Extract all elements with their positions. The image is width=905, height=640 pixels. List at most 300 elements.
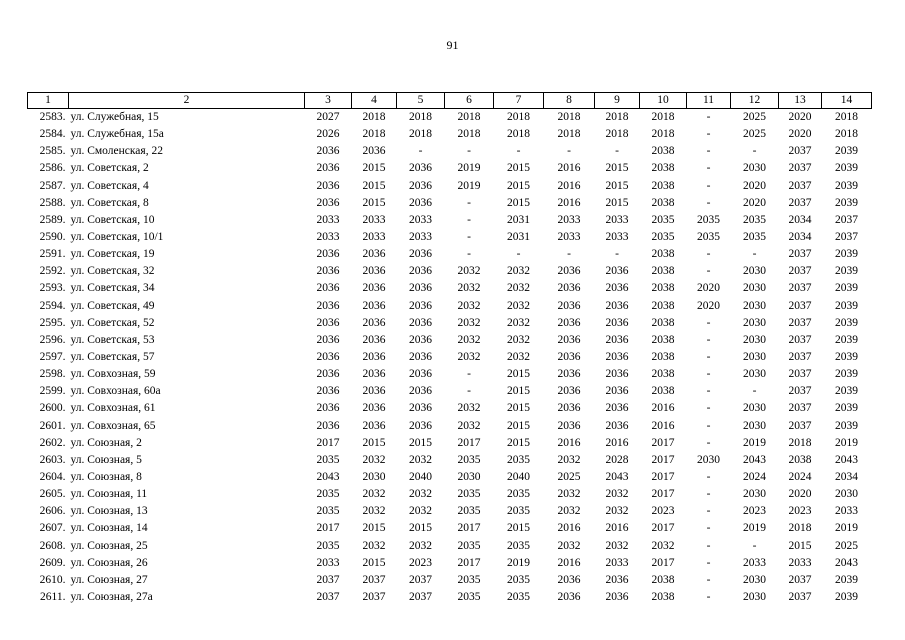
year-cell: 2043 [605, 471, 629, 484]
year-cell: - [706, 385, 711, 398]
year-cell: 2020 [788, 488, 812, 501]
year-cell: 2036 [362, 282, 386, 295]
year-cell: 2032 [507, 282, 530, 295]
year-cell: 2038 [651, 573, 675, 586]
year-cell: 2036 [362, 333, 386, 346]
year-cell: 2016 [651, 419, 675, 432]
year-cell: 2035 [651, 213, 675, 226]
year-cell: 2033 [605, 213, 629, 226]
year-cell: 2037 [788, 402, 812, 415]
year-cell: 2016 [557, 196, 581, 209]
address-cell: ул. Совхозная, 61 [70, 402, 156, 415]
address-cell: ул. Совхозная, 60а [70, 385, 161, 398]
year-cell: 2028 [605, 453, 629, 466]
year-cell: 2038 [651, 162, 675, 175]
address-cell: ул. Советская, 8 [70, 196, 149, 209]
year-cell: 2035 [507, 488, 530, 501]
row-number: 2603. [39, 453, 66, 466]
year-cell: 2036 [605, 265, 629, 278]
table-row [28, 555, 872, 572]
year-cell: - [706, 436, 711, 449]
year-cell: 2018 [409, 111, 432, 124]
address-cell: ул. Советская, 57 [70, 351, 155, 364]
address-cell: ул. Союзная, 26 [70, 556, 148, 569]
year-cell: 2032 [409, 539, 432, 552]
year-cell: 2036 [316, 282, 340, 295]
year-cell: 2036 [409, 282, 432, 295]
year-cell: 2037 [835, 231, 858, 244]
year-cell: 2040 [409, 471, 432, 484]
year-cell: 2018 [651, 128, 675, 141]
year-cell: 2032 [362, 505, 386, 518]
table-row [28, 160, 872, 177]
table-row [28, 349, 872, 366]
year-cell: 2040 [507, 471, 530, 484]
year-cell: 2030 [743, 573, 766, 586]
year-cell: 2037 [788, 333, 812, 346]
year-cell: 2032 [409, 505, 432, 518]
year-cell: - [467, 145, 471, 158]
address-cell: ул. Союзная, 2 [70, 436, 142, 449]
row-number: 2606. [39, 505, 66, 518]
year-cell: 2015 [507, 179, 530, 192]
year-cell: 2017 [457, 556, 481, 569]
year-cell: 2039 [835, 368, 858, 381]
year-cell: 2036 [557, 402, 581, 415]
year-cell: 2036 [316, 162, 340, 175]
year-cell: 2015 [605, 162, 629, 175]
year-cell: 2018 [788, 436, 812, 449]
year-cell: 2036 [362, 248, 386, 261]
year-cell: 2036 [316, 265, 340, 278]
year-cell: 2016 [605, 436, 629, 449]
year-cell: 2032 [362, 539, 386, 552]
address-cell: ул. Союзная, 27а [70, 591, 153, 603]
year-cell: 2030 [743, 333, 766, 346]
year-cell: 2032 [507, 316, 530, 329]
year-cell: 2038 [651, 145, 675, 158]
year-cell: 2032 [457, 351, 481, 364]
year-cell: 2030 [743, 162, 766, 175]
row-number: 2601. [39, 419, 66, 432]
address-cell: ул. Союзная, 14 [70, 522, 148, 535]
year-cell: 2037 [788, 179, 812, 192]
year-cell: 2036 [409, 316, 432, 329]
year-cell: 2020 [743, 196, 766, 209]
year-cell: 2030 [362, 471, 386, 484]
year-cell: 2032 [507, 351, 530, 364]
year-cell: 2034 [788, 213, 812, 226]
year-cell: - [467, 385, 471, 398]
year-cell: 2034 [788, 231, 812, 244]
year-cell: 2037 [316, 591, 340, 603]
table-row [28, 486, 872, 503]
year-cell: 2030 [743, 265, 766, 278]
address-cell: ул. Советская, 2 [70, 162, 149, 175]
year-cell: 2020 [743, 179, 766, 192]
year-cell: 2017 [651, 436, 675, 449]
row-number: 2608. [39, 539, 66, 552]
row-number: 2589. [39, 213, 66, 226]
year-cell: 2015 [605, 196, 629, 209]
year-cell: 2015 [362, 196, 386, 209]
col-header: 8 [544, 93, 595, 109]
row-number: 2588. [39, 196, 66, 209]
year-cell: 2015 [507, 196, 530, 209]
year-cell: 2037 [788, 145, 812, 158]
year-cell: 2035 [743, 213, 766, 226]
address-cell: ул. Союзная, 8 [70, 471, 142, 484]
year-cell: 2032 [457, 333, 481, 346]
year-cell: 2036 [605, 351, 629, 364]
year-cell: 2036 [605, 299, 629, 312]
year-cell: 2015 [507, 162, 530, 175]
year-cell: 2039 [835, 248, 858, 261]
year-cell: 2017 [651, 471, 675, 484]
year-cell: - [706, 402, 711, 415]
row-number: 2593. [39, 282, 66, 295]
year-cell: 2024 [743, 471, 766, 484]
year-cell: 2037 [788, 248, 812, 261]
year-cell: 2018 [557, 128, 581, 141]
table-row [28, 212, 872, 229]
year-cell: 2038 [788, 453, 812, 466]
year-cell: 2036 [362, 385, 386, 398]
year-cell: 2038 [651, 333, 675, 346]
year-cell: - [467, 196, 471, 209]
year-cell: 2033 [835, 505, 858, 518]
year-cell: 2033 [409, 231, 432, 244]
year-cell: 2038 [651, 179, 675, 192]
year-cell: 2036 [362, 351, 386, 364]
year-cell: 2032 [557, 453, 581, 466]
year-cell: 2036 [557, 351, 581, 364]
year-cell: 2039 [835, 402, 858, 415]
address-cell: ул. Совхозная, 65 [70, 419, 156, 432]
table-row [28, 126, 872, 143]
row-number: 2602. [39, 436, 66, 449]
year-cell: 2038 [651, 351, 675, 364]
year-cell: 2033 [605, 231, 629, 244]
row-number: 2595. [39, 316, 66, 329]
year-cell: 2027 [316, 111, 340, 124]
address-cell: ул. Служебная, 15а [70, 128, 164, 141]
year-cell: 2036 [557, 385, 581, 398]
table-row [28, 538, 872, 555]
year-cell: 2015 [507, 522, 530, 535]
year-cell: 2020 [697, 299, 720, 312]
year-cell: 2035 [316, 453, 340, 466]
year-cell: 2037 [316, 573, 340, 586]
row-number: 2596. [39, 333, 66, 346]
year-cell: 2015 [362, 162, 386, 175]
table-row [28, 280, 872, 297]
year-cell: - [467, 231, 471, 244]
year-cell: - [706, 162, 711, 175]
year-cell: 2032 [605, 539, 629, 552]
row-number: 2585. [39, 145, 66, 158]
col-header: 4 [352, 93, 397, 109]
address-cell: ул. Советская, 53 [70, 333, 155, 346]
year-cell: - [706, 591, 711, 603]
year-cell: 2020 [697, 282, 720, 295]
year-cell: 2039 [835, 145, 858, 158]
year-cell: 2037 [835, 213, 858, 226]
table-row [28, 572, 872, 589]
year-cell: 2035 [507, 573, 530, 586]
year-cell: 2023 [743, 505, 766, 518]
row-number: 2597. [39, 351, 66, 364]
row-number: 2587. [39, 179, 66, 192]
year-cell: 2039 [835, 591, 858, 603]
row-number: 2584. [39, 128, 66, 141]
address-cell: ул. Союзная, 25 [70, 539, 148, 552]
table-row [28, 400, 872, 417]
address-cell: ул. Смоленская, 22 [70, 145, 163, 158]
year-cell: 2036 [557, 316, 581, 329]
year-cell: 2039 [835, 316, 858, 329]
year-cell: - [752, 145, 757, 158]
row-number: 2583. [39, 111, 66, 124]
year-cell: 2036 [557, 368, 581, 381]
year-cell: 2018 [409, 128, 432, 141]
year-cell: 2018 [557, 111, 581, 124]
year-cell: 2015 [362, 556, 386, 569]
year-cell: 2036 [409, 385, 432, 398]
address-cell: ул. Служебная, 15 [70, 111, 159, 124]
row-number: 2604. [39, 471, 66, 484]
year-cell: 2035 [457, 505, 481, 518]
year-cell: 2032 [457, 299, 481, 312]
year-cell: 2017 [457, 436, 481, 449]
year-cell: 2039 [835, 333, 858, 346]
table-row [28, 469, 872, 486]
address-cell: ул. Советская, 52 [70, 316, 155, 329]
year-cell: - [467, 248, 471, 261]
year-cell: 2037 [409, 573, 432, 586]
year-cell: 2039 [835, 265, 858, 278]
year-cell: 2025 [835, 539, 858, 552]
year-cell: - [706, 145, 711, 158]
year-cell: 2038 [651, 385, 675, 398]
year-cell: 2019 [743, 522, 766, 535]
year-cell: 2035 [457, 488, 481, 501]
year-cell: 2036 [362, 402, 386, 415]
year-cell: 2018 [457, 111, 481, 124]
col-header: 6 [445, 93, 494, 109]
year-cell: 2037 [409, 591, 432, 603]
year-cell: 2036 [362, 316, 386, 329]
col-header: 9 [595, 93, 640, 109]
year-cell: 2017 [651, 556, 675, 569]
col-header: 12 [731, 93, 779, 109]
year-cell: 2036 [605, 385, 629, 398]
year-cell: 2035 [507, 539, 530, 552]
year-cell: 2016 [557, 436, 581, 449]
year-cell: - [567, 248, 571, 261]
year-cell: 2032 [457, 402, 481, 415]
year-cell: 2036 [316, 385, 340, 398]
year-cell: 2036 [605, 402, 629, 415]
year-cell: 2017 [651, 453, 675, 466]
year-cell: 2015 [409, 436, 432, 449]
year-cell: 2020 [788, 128, 812, 141]
year-cell: 2030 [457, 471, 481, 484]
year-cell: 2025 [743, 111, 766, 124]
address-cell: ул. Союзная, 5 [70, 453, 142, 466]
address-cell: ул. Советская, 10 [70, 213, 155, 226]
year-cell: 2033 [788, 556, 812, 569]
year-cell: 2036 [316, 368, 340, 381]
year-cell: 2036 [557, 591, 581, 603]
col-header: 3 [305, 93, 352, 109]
year-cell: 2034 [835, 471, 858, 484]
year-cell: 2032 [409, 488, 432, 501]
year-cell: 2036 [316, 419, 340, 432]
year-cell: 2032 [457, 282, 481, 295]
year-cell: 2032 [409, 453, 432, 466]
address-cell: ул. Советская, 49 [70, 299, 155, 312]
table-row [28, 109, 872, 127]
year-cell: - [706, 351, 711, 364]
year-cell: 2036 [409, 402, 432, 415]
year-cell: - [706, 539, 711, 552]
year-cell: 2016 [557, 556, 581, 569]
year-cell: - [467, 368, 471, 381]
year-cell: 2035 [507, 505, 530, 518]
year-cell: 2035 [457, 453, 481, 466]
year-cell: - [752, 385, 757, 398]
year-cell: - [706, 196, 711, 209]
col-header: 7 [494, 93, 544, 109]
table-row [28, 332, 872, 349]
year-cell: 2036 [557, 299, 581, 312]
year-cell: 2037 [788, 573, 812, 586]
year-cell: 2032 [507, 333, 530, 346]
year-cell: 2036 [409, 351, 432, 364]
year-cell: 2017 [651, 488, 675, 501]
year-cell: 2037 [788, 299, 812, 312]
year-cell: 2017 [651, 522, 675, 535]
year-cell: 2016 [557, 522, 581, 535]
year-cell: 2036 [316, 333, 340, 346]
table-row [28, 589, 872, 606]
year-cell: 2032 [457, 419, 481, 432]
year-cell: 2030 [743, 282, 766, 295]
year-cell: 2033 [362, 231, 386, 244]
year-cell: 2018 [651, 111, 675, 124]
row-number: 2590. [39, 231, 66, 244]
address-cell: ул. Совхозная, 59 [70, 368, 156, 381]
year-cell: 2037 [788, 162, 812, 175]
year-cell: 2020 [788, 111, 812, 124]
year-cell: 2036 [409, 179, 432, 192]
year-cell: 2023 [788, 505, 812, 518]
year-cell: 2017 [316, 522, 340, 535]
row-number: 2609. [39, 556, 66, 569]
year-cell: 2035 [697, 231, 720, 244]
year-cell: 2036 [409, 265, 432, 278]
year-cell: 2036 [605, 282, 629, 295]
year-cell: - [615, 145, 619, 158]
row-number: 2594. [39, 299, 66, 312]
year-cell: 2035 [457, 573, 481, 586]
year-cell: 2035 [316, 488, 340, 501]
year-cell: 2038 [651, 248, 675, 261]
year-cell: 2036 [409, 196, 432, 209]
table-row [28, 229, 872, 246]
year-cell: 2039 [835, 419, 858, 432]
year-cell: 2038 [651, 591, 675, 603]
year-cell: - [706, 471, 711, 484]
table-row [28, 366, 872, 383]
year-cell: 2030 [743, 368, 766, 381]
year-cell: 2039 [835, 573, 858, 586]
year-cell: 2033 [316, 231, 340, 244]
year-cell: 2030 [835, 488, 858, 501]
year-cell: 2036 [605, 316, 629, 329]
year-cell: 2043 [835, 556, 858, 569]
year-cell: - [752, 248, 757, 261]
year-cell: - [706, 179, 711, 192]
year-cell: 2043 [743, 453, 766, 466]
year-cell: 2036 [409, 248, 432, 261]
year-cell: 2036 [409, 419, 432, 432]
year-cell: 2032 [557, 539, 581, 552]
year-cell: - [752, 539, 757, 552]
year-cell: - [706, 505, 711, 518]
address-cell: ул. Союзная, 11 [70, 488, 148, 501]
year-cell: 2033 [557, 231, 581, 244]
year-cell: 2032 [507, 299, 530, 312]
row-number: 2592. [39, 265, 66, 278]
year-cell: - [706, 556, 711, 569]
year-cell: 2036 [362, 145, 386, 158]
year-cell: 2018 [835, 111, 858, 124]
year-cell: - [706, 128, 711, 141]
year-cell: - [706, 265, 711, 278]
table-row [28, 503, 872, 520]
year-cell: 2015 [507, 402, 530, 415]
year-cell: 2039 [835, 196, 858, 209]
year-cell: 2032 [651, 539, 675, 552]
year-cell: 2016 [605, 522, 629, 535]
year-cell: 2018 [362, 128, 386, 141]
year-cell: 2037 [788, 385, 812, 398]
year-cell: 2032 [457, 265, 481, 278]
table-row [28, 383, 872, 400]
year-cell: 2038 [651, 316, 675, 329]
year-cell: 2019 [457, 162, 481, 175]
year-cell: 2039 [835, 385, 858, 398]
col-header: 1 [28, 93, 69, 109]
year-cell: 2036 [316, 351, 340, 364]
year-cell: 2036 [316, 402, 340, 415]
year-cell: - [706, 333, 711, 346]
year-cell: 2039 [835, 179, 858, 192]
row-number: 2598. [39, 368, 66, 381]
year-cell: 2037 [788, 282, 812, 295]
year-cell: 2015 [507, 419, 530, 432]
address-cell: ул. Советская, 34 [70, 282, 155, 295]
table-row [28, 452, 872, 469]
col-header: 2 [69, 93, 305, 109]
year-cell: 2039 [835, 282, 858, 295]
year-cell: 2019 [507, 556, 530, 569]
table-row [28, 520, 872, 537]
year-cell: 2032 [507, 265, 530, 278]
table-row [28, 178, 872, 195]
